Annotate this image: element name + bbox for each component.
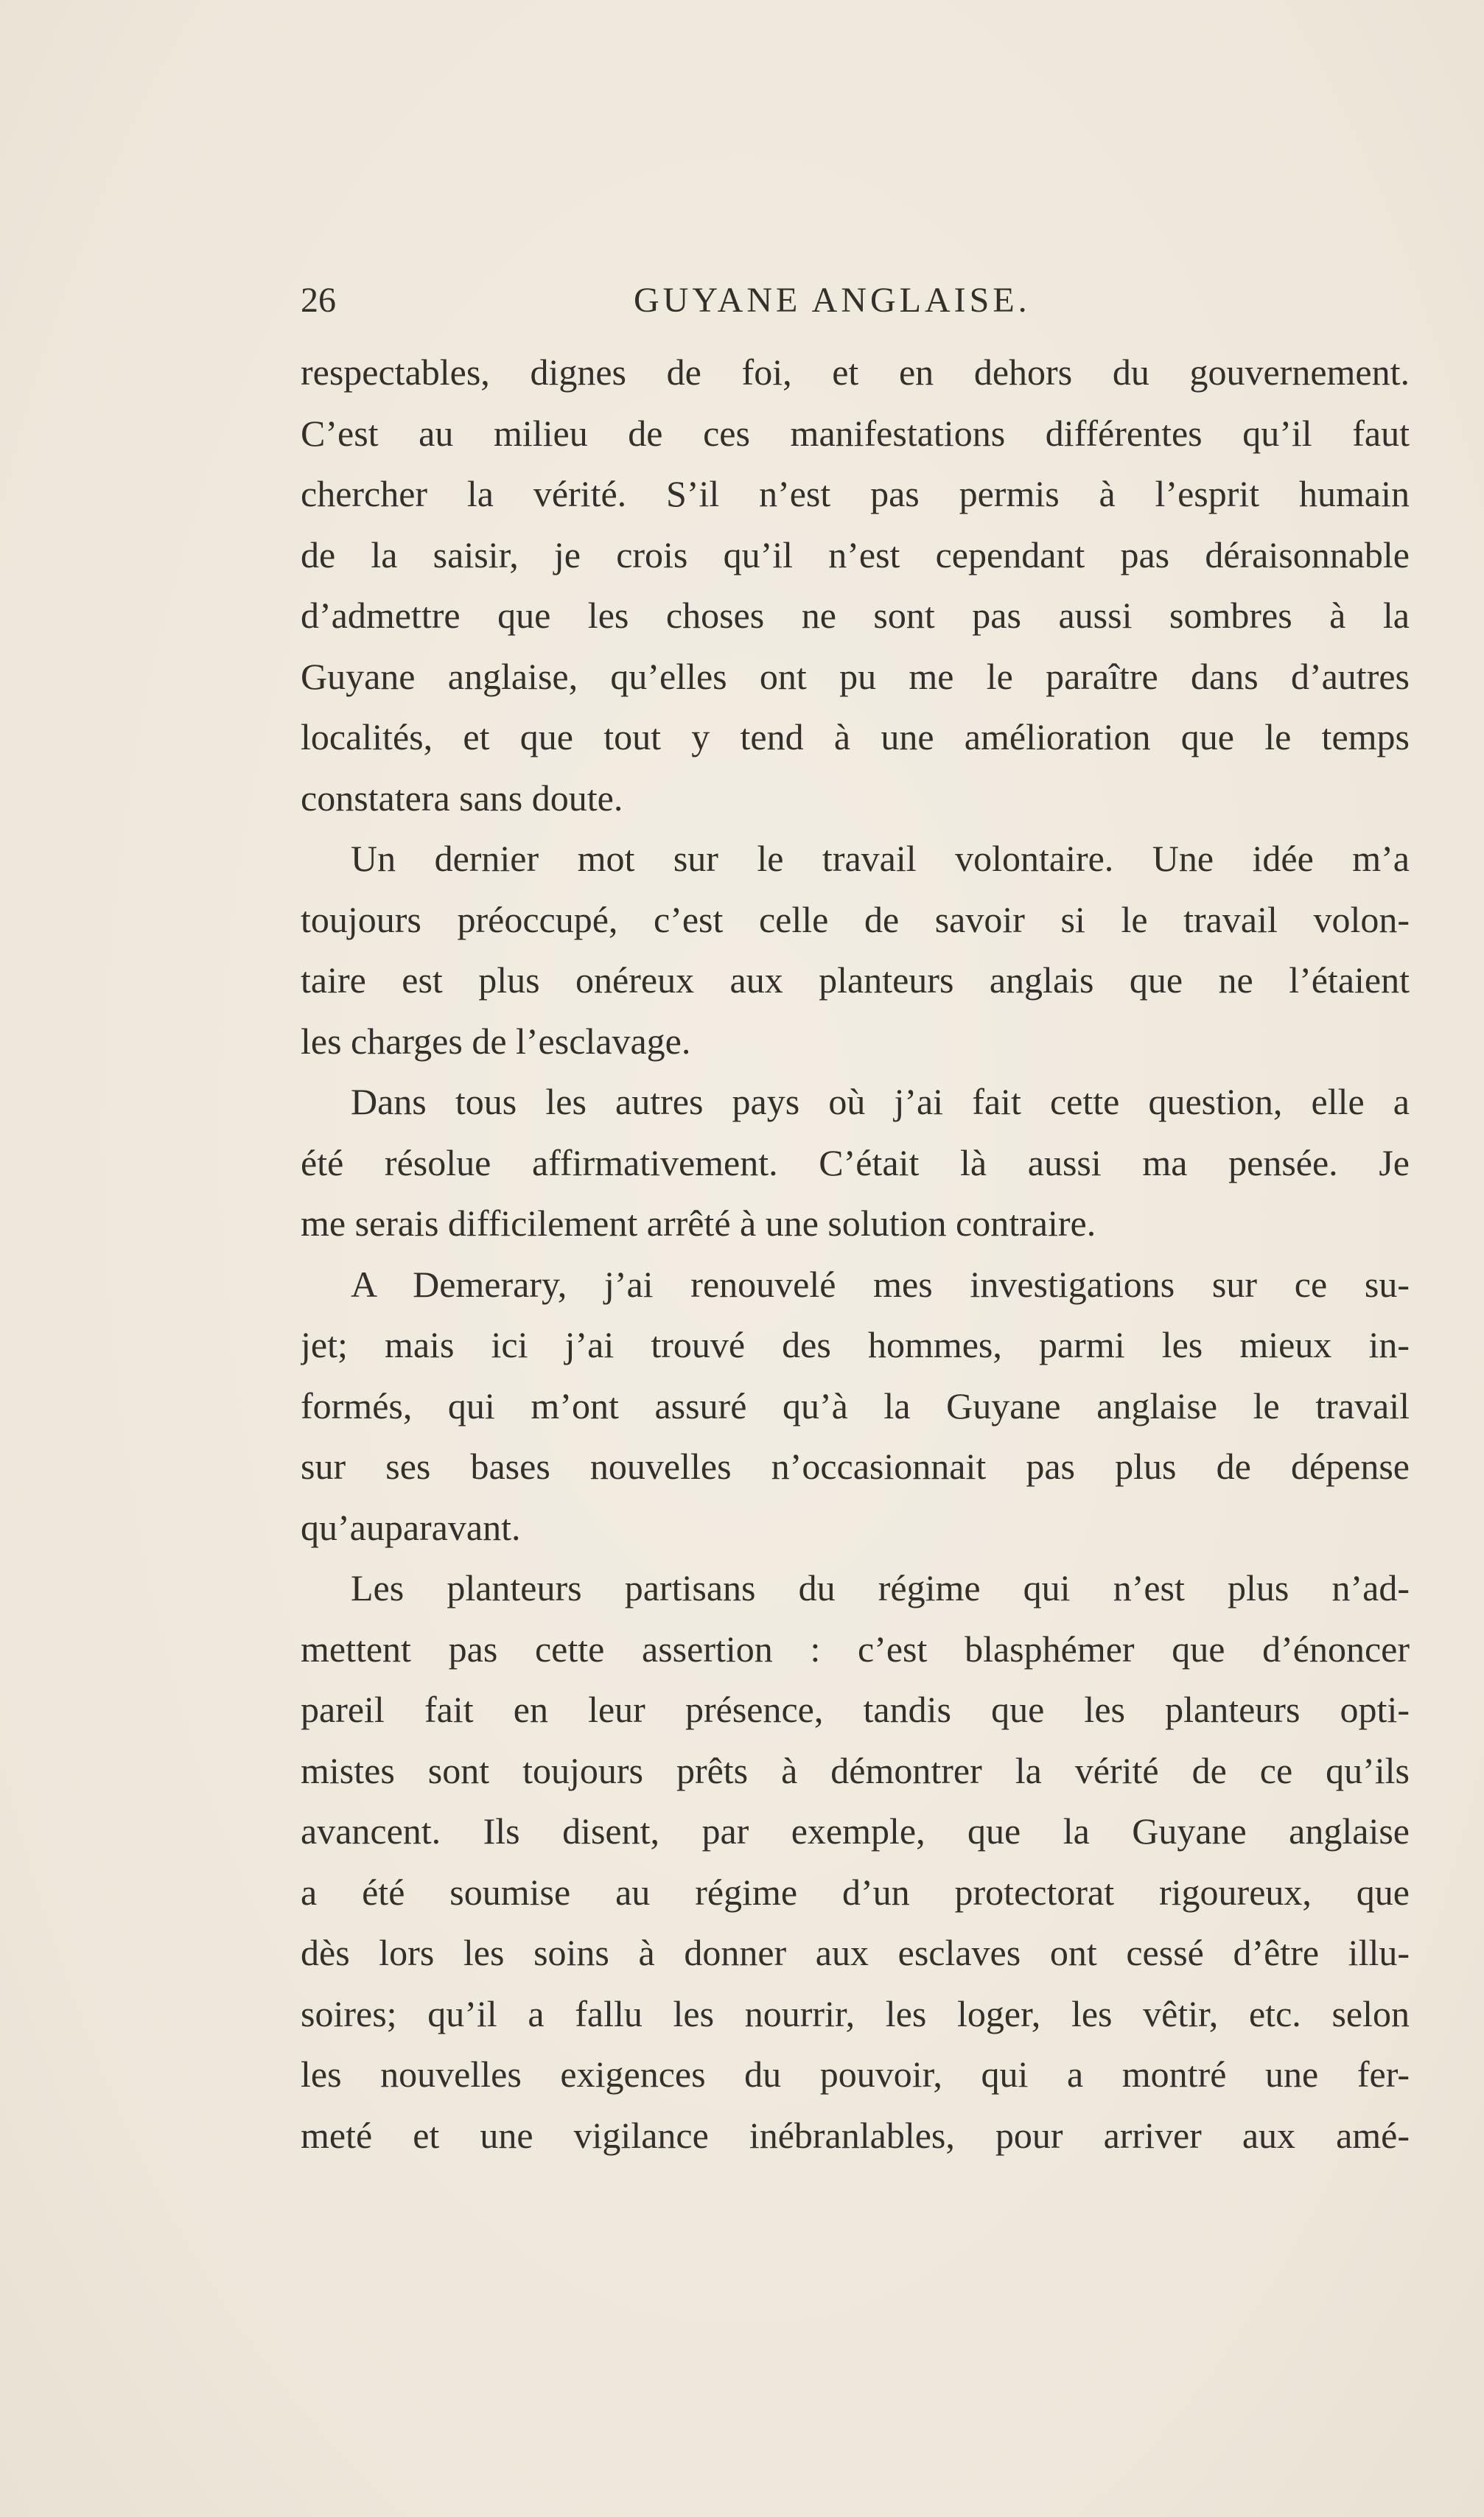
text-line: qu’auparavant. (301, 1506, 521, 1548)
text-line: jet; mais ici j’ai trouvé des hommes, parmi les mieux in- (301, 1324, 1410, 1365)
text-line: pareil fait en leur présence, tandis que les planteurs opti- (301, 1689, 1410, 1730)
text-line: Dans tous les autres pays où j’ai fait cette question, elle a (351, 1081, 1410, 1122)
text-line: meté et une vigilance inébranlables, pour arriver aux amé- (301, 2114, 1410, 2156)
text-line: mistes sont toujours prêts à démontrer la vérité de ce qu’ils (301, 1749, 1410, 1791)
text-line: a été soumise au régime d’un protectorat rigoureux, que (301, 1871, 1410, 1913)
text-line: respectables, dignes de foi, et en dehors du gouvernement. (301, 351, 1410, 393)
text-line: constatera sans doute. (301, 777, 623, 819)
running-title: GUYANE ANGLAISE. (634, 281, 1031, 320)
text-line: dès lors les soins à donner aux esclaves ont cessé d’être illu- (301, 1932, 1410, 1973)
text-line: d’admettre que les choses ne sont pas aussi sombres à la (301, 595, 1410, 636)
text-line: avancent. Ils disent, par exemple, que la Guyane anglaise (301, 1810, 1410, 1852)
text-line: Les planteurs partisans du régime qui n’est plus n’ad- (351, 1567, 1410, 1608)
text-line: de la saisir, je crois qu’il n’est cependant pas déraisonnable (301, 533, 1410, 575)
text-line: me serais difficilement arrêté à une solution contraire. (301, 1203, 1096, 1244)
text-line: toujours préoccupé, c’est celle de savoir si le travail volon- (301, 898, 1410, 940)
text-line: C’est au milieu de ces manifestations différentes qu’il faut (301, 412, 1410, 454)
text-line: formés, qui m’ont assuré qu’à la Guyane anglaise le travail (301, 1384, 1410, 1426)
text-line: sur ses bases nouvelles n’occasionnait pas plus de dépense (301, 1446, 1410, 1487)
text-line: A Demerary, j’ai renouvelé mes investigations sur ce su- (351, 1263, 1410, 1305)
text-line: été résolue affirmativement. C’était là aussi ma pensée. Je (301, 1141, 1410, 1183)
page-number: 26 (301, 281, 336, 320)
text-line: soires; qu’il a fallu les nourrir, les loger, les vêtir, etc. selon (301, 1992, 1410, 2034)
body-text (301, 342, 1410, 2166)
text-line: taire est plus onéreux aux planteurs anglais que ne l’étaient (301, 959, 1410, 1001)
text-line: les nouvelles exigences du pouvoir, qui a montré une fer- (301, 2054, 1410, 2095)
running-head (301, 271, 1406, 330)
text-line: chercher la vérité. S’il n’est pas permis à l’esprit humain (301, 473, 1410, 514)
text-line: Guyane anglaise, qu’elles ont pu me le paraître dans d’autres (301, 655, 1410, 697)
text-line: Un dernier mot sur le travail volontaire. Une idée m’a (351, 838, 1410, 879)
text-line: mettent pas cette assertion : c’est blasphémer que d’énoncer (301, 1628, 1410, 1670)
text-line: les charges de l’esclavage. (301, 1020, 691, 1062)
text-line: localités, et que tout y tend à une amélioration que le temps (301, 716, 1410, 757)
